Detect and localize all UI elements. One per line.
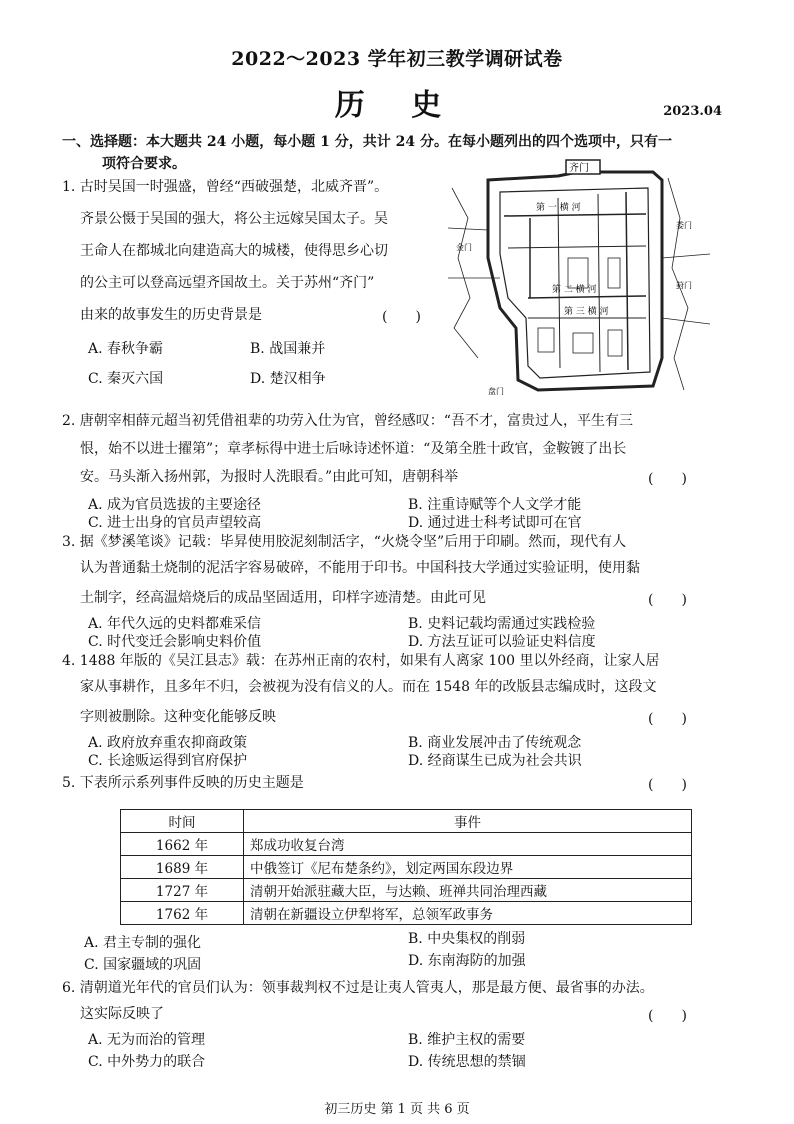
canal-label: 第 一 横 河 — [536, 203, 581, 213]
question-text-line: 由来的故事发生的历史背景是 — [80, 307, 262, 323]
question-text-line: 6. 清朝道光年代的官员们认为：领事裁判权不过是让夷人管夷人，那是最方便、最省事的办法。 — [62, 980, 654, 996]
option-b[interactable]: B. 注重诗赋等个人文学才能 — [408, 497, 582, 513]
answer-bracket[interactable]: ( ) — [648, 592, 687, 608]
page-footer: 初三历史 第 1 页 共 6 页 — [324, 1102, 470, 1117]
question-text-line: 3. 据《梦溪笔谈》记载：毕昇使用胶泥刻制活字，“火烧令坚”后用于印刷。然而，现代有人 — [62, 534, 627, 550]
table-row — [121, 902, 692, 925]
answer-bracket[interactable]: ( ) — [648, 711, 687, 727]
table-cell: 中俄签订《尼布楚条约》，划定两国东段边界 — [244, 856, 692, 879]
section-intro-line: 一、选择题：本大题共 24 小题，每小题 1 分，共计 24 分。在每小题列出的四个选项中，只有一 — [62, 134, 672, 150]
answer-bracket[interactable]: ( ) — [648, 471, 687, 487]
place-label: 金门 — [456, 243, 472, 252]
option-a[interactable]: A. 君主专制的强化 — [84, 935, 202, 951]
answer-bracket[interactable]: ( ) — [648, 777, 687, 793]
option-b[interactable]: B. 维护主权的需要 — [408, 1032, 526, 1048]
exam-title: 2022～2023 学年初三教学调研试卷 — [231, 48, 563, 70]
events-table — [120, 809, 692, 925]
answer-bracket[interactable]: ( ) — [382, 309, 421, 325]
table-cell: 1662 年 — [121, 833, 244, 856]
option-d[interactable]: D. 通过进士科考试即可在官 — [408, 515, 582, 531]
option-d[interactable]: D. 楚汉相争 — [250, 371, 326, 387]
option-b[interactable]: B. 商业发展冲击了传统观念 — [408, 735, 582, 751]
option-b[interactable]: B. 史料记载均需通过实践检验 — [408, 616, 596, 632]
question-text-line: 土制字，经高温焙烧后的成品坚固适用，印样字迹清楚。由此可见 — [80, 590, 486, 606]
option-d[interactable]: D. 经商谋生已成为社会共识 — [408, 753, 582, 769]
question-text-line: 王命人在都城北向建造高大的城楼，使得思乡心切 — [80, 243, 388, 259]
table-row — [121, 879, 692, 902]
question-text-line: 恨，始不以进士擢第”；章孝标得中进士后咏诗述怀道：“及第全胜十政官，金鞍镀了出长 — [80, 441, 627, 457]
option-c[interactable]: C. 进士出身的官员声望较高 — [88, 515, 262, 531]
table-cell: 1727 年 — [121, 879, 244, 902]
place-label: 葑门 — [676, 281, 692, 290]
question-text-line: 5. 下表所示系列事件反映的历史主题是 — [62, 775, 304, 791]
option-c[interactable]: C. 时代变迁会影响史料价值 — [88, 634, 262, 650]
exam-date: 2023.04 — [663, 104, 722, 119]
table-cell: 郑成功收复台湾 — [244, 833, 692, 856]
table-cell: 1762 年 — [121, 902, 244, 925]
option-c[interactable]: C. 国家疆域的巩固 — [84, 957, 202, 973]
table-row — [121, 833, 692, 856]
option-d[interactable]: D. 方法互证可以验证史料信度 — [408, 634, 596, 650]
table-cell: 清朝在新疆设立伊犁将军，总领军政事务 — [244, 902, 692, 925]
canal-label: 第 三 横 河 — [564, 307, 609, 317]
section-intro-line: 项符合要求。 — [102, 156, 186, 172]
question-text-line: 1. 古时吴国一时强盛，曾经“西破强楚，北威齐晋”。 — [62, 179, 389, 195]
table-header-row — [121, 810, 692, 833]
option-b[interactable]: B. 战国兼并 — [250, 341, 326, 357]
place-label: 娄门 — [676, 221, 692, 230]
table-cell: 清朝开始派驻藏大臣，与达赖、班禅共同治理西藏 — [244, 879, 692, 902]
option-c[interactable]: C. 秦灭六国 — [88, 371, 164, 387]
option-c[interactable]: C. 中外势力的联合 — [88, 1054, 206, 1070]
subject-title: 历 史 — [334, 88, 460, 123]
question-text-line: 2. 唐朝宰相薛元超当初凭借祖辈的功劳入仕为官，曾经感叹：“吾不才，富贵过人，平生有三 — [62, 413, 633, 429]
option-a[interactable]: A. 政府放弃重农抑商政策 — [88, 735, 248, 751]
option-c[interactable]: C. 长途贩运得到官府保护 — [88, 753, 248, 769]
question-text-line: 齐景公慑于吴国的强大，将公主远嫁吴国太子。吴 — [80, 211, 388, 227]
gate-label: 齐门 — [569, 163, 589, 174]
option-a[interactable]: A. 春秋争霸 — [88, 341, 164, 357]
table-cell: 1689 年 — [121, 856, 244, 879]
question-text-line: 这实际反映了 — [80, 1006, 164, 1022]
question-text-line: 家从事耕作，且多年不归，会被视为没有信义的人。而在 1548 年的改版县志编成时，这段文 — [80, 679, 657, 695]
table-header: 事件 — [244, 810, 692, 833]
suzhou-city-map — [448, 158, 710, 400]
option-a[interactable]: A. 成为官员选拔的主要途径 — [88, 497, 262, 513]
option-a[interactable]: A. 无为而治的管理 — [88, 1032, 206, 1048]
question-text-line: 的公主可以登高远望齐国故土。关于苏州“齐门” — [80, 275, 375, 291]
table-header: 时间 — [121, 810, 244, 833]
canal-label: 第 二 横 河 — [552, 285, 597, 295]
question-text-line: 4. 1488 年版的《吴江县志》载：在苏州正南的农村，如果有人离家 100 里以外经商，让家人居 — [62, 653, 660, 669]
place-label: 盘门 — [488, 387, 504, 396]
table-row — [121, 856, 692, 879]
answer-bracket[interactable]: ( ) — [648, 1008, 687, 1024]
question-text-line: 安。马头渐入扬州郭，为报时人洗眼看。”由此可知，唐朝科举 — [80, 469, 459, 485]
option-a[interactable]: A. 年代久远的史料都难采信 — [88, 616, 262, 632]
question-text-line: 认为普通黏土烧制的泥活字容易破碎，不能用于印书。中国科技大学通过实验证明，使用黏 — [80, 560, 640, 576]
option-d[interactable]: D. 东南海防的加强 — [408, 953, 526, 969]
option-b[interactable]: B. 中央集权的削弱 — [408, 931, 526, 947]
option-d[interactable]: D. 传统思想的禁锢 — [408, 1054, 526, 1070]
question-text-line: 字则被删除。这种变化能够反映 — [80, 709, 276, 725]
